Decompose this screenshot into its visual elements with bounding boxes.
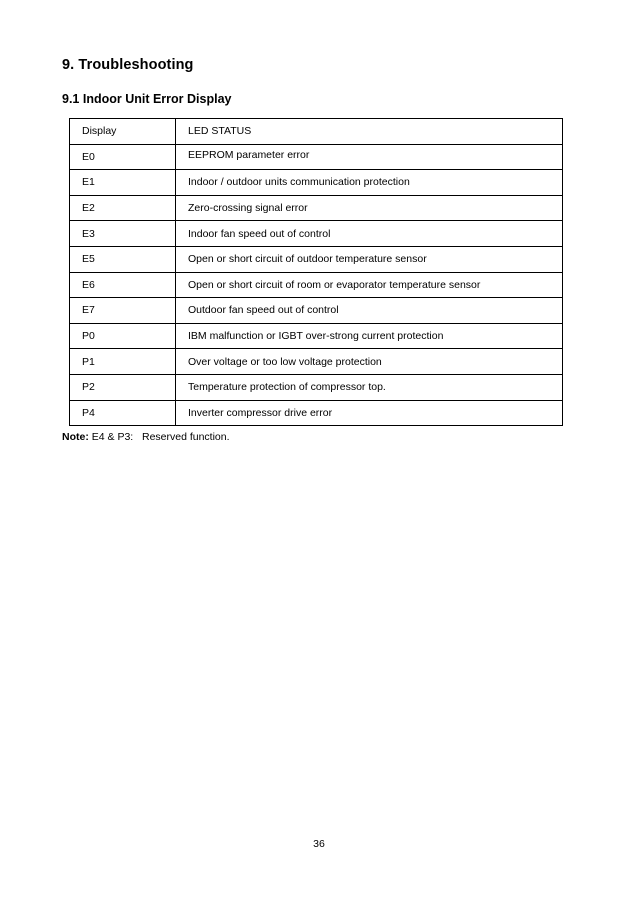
table-row	[70, 298, 563, 324]
note-codes: E4 & P3:	[91, 431, 134, 443]
table-row	[70, 144, 563, 170]
error-code: E5	[70, 246, 176, 272]
header-display: Display	[70, 119, 176, 145]
error-description: Indoor fan speed out of control	[176, 221, 563, 247]
table-row	[70, 272, 563, 298]
error-code: E0	[70, 144, 176, 170]
page-number: 36	[313, 838, 325, 850]
error-code: P2	[70, 374, 176, 400]
header-led-status: LED STATUS	[176, 119, 563, 145]
error-description: Open or short circuit of outdoor temperature sensor	[176, 246, 563, 272]
table-row	[70, 221, 563, 247]
error-description: EEPROM parameter error	[176, 144, 563, 170]
error-code: E6	[70, 272, 176, 298]
error-code: P0	[70, 323, 176, 349]
error-code: P1	[70, 349, 176, 375]
error-code: E1	[70, 170, 176, 196]
table-row	[70, 374, 563, 400]
section-title: 9. Troubleshooting	[62, 57, 194, 73]
error-description: IBM malfunction or IGBT over-strong current protection	[176, 323, 563, 349]
error-description: Temperature protection of compressor top.	[176, 374, 563, 400]
note-label: Note:	[62, 431, 89, 443]
table-header-row	[70, 119, 563, 145]
table-row	[70, 246, 563, 272]
table-row	[70, 323, 563, 349]
error-code: E3	[70, 221, 176, 247]
error-display-table	[69, 118, 563, 426]
error-code: P4	[70, 400, 176, 426]
error-code: E7	[70, 298, 176, 324]
error-description: Over voltage or too low voltage protection	[176, 349, 563, 375]
table-row	[70, 400, 563, 426]
error-description: Open or short circuit of room or evaporator temperature sensor	[176, 272, 563, 298]
table-row	[70, 170, 563, 196]
error-description: Zero-crossing signal error	[176, 195, 563, 221]
note	[62, 431, 230, 443]
error-description: Indoor / outdoor units communication protection	[176, 170, 563, 196]
error-description: Inverter compressor drive error	[176, 400, 563, 426]
table-row	[70, 349, 563, 375]
table-row	[70, 195, 563, 221]
error-code: E2	[70, 195, 176, 221]
error-description: Outdoor fan speed out of control	[176, 298, 563, 324]
section-subtitle: 9.1 Indoor Unit Error Display	[62, 92, 232, 106]
note-text: Reserved function.	[141, 431, 230, 443]
